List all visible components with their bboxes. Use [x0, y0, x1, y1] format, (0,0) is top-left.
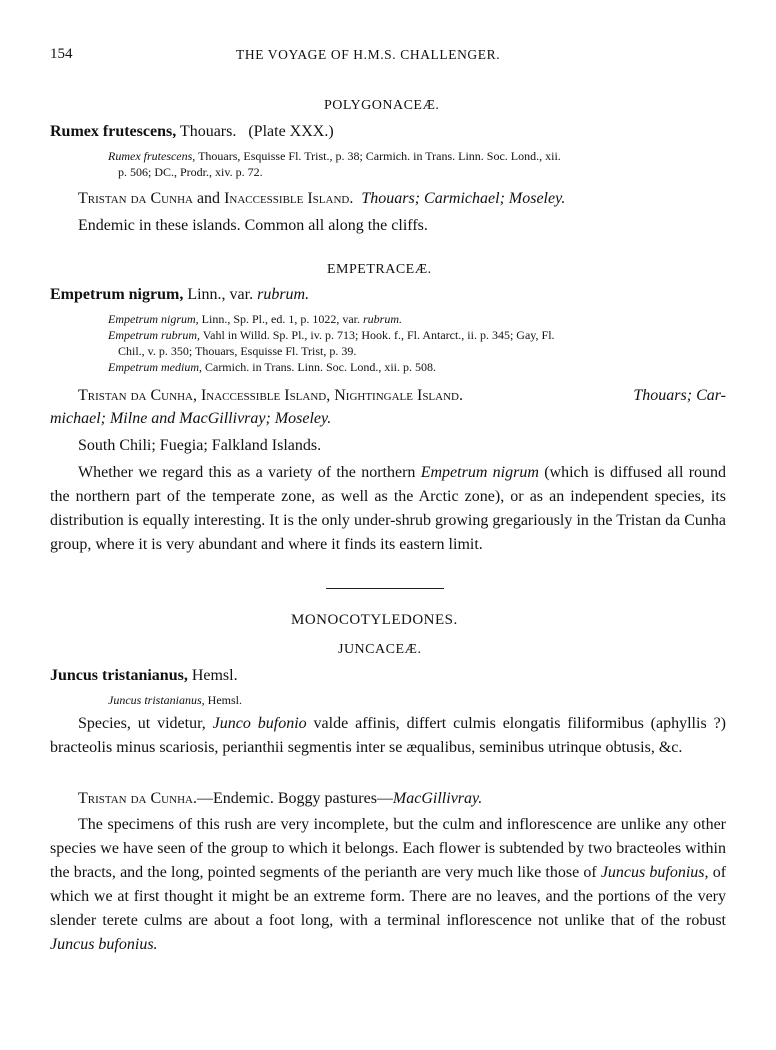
species-author: Thouars. [176, 123, 237, 140]
synonym-line [108, 148, 728, 164]
locality-collectors-continued: michael; Milne and MacGillivray; Moseley. [50, 410, 332, 427]
family-heading-polygonaceae: POLYGONACEÆ. [324, 98, 440, 113]
synonym-citation: Vahl in Willd. Sp. Pl., iv. p. 713; Hook. f., Fl. Antarct., ii. p. 345; Gay, Fl. [200, 328, 555, 342]
synonymy-empetrum [108, 311, 728, 375]
synonym-line [108, 359, 728, 375]
locality-empetrum [78, 387, 726, 405]
synonym-line [108, 327, 728, 343]
locality-place: Inaccessible Island. [224, 190, 354, 207]
discussion-text: (which is diffused all round the northern part of the temperate zone, as well as the Arctic zone), or as an independent species, its distribution is equally interesting. It is the only under-shrub growing gregariously in the Tristan da Cunha group, where it is very abundant and where it finds its eastern limit. [50, 464, 727, 553]
page-number: 154 [50, 46, 73, 62]
synonym-line-continued: p. 506; DC., Prodr., xiv. p. 72. [118, 165, 263, 179]
locality-collector: MacGillivray. [392, 790, 483, 807]
synonym-citation: Carmich. in Trans. Linn. Soc. Lond., xii. p. 508. [201, 360, 436, 374]
discussion-text: The specimens of this rush are very incomplete, but the culm and inflorescence are unlike any other species we have seen of the group to which it belongs. Each flower is subtended by two bracteoles within the bracts, and the long, pointed segments of the perianth are very much like those of [50, 816, 726, 881]
locality-collectors: Thouars; Carmichael; Moseley. [361, 190, 566, 207]
species-name: Empetrum nigrum, [50, 286, 184, 303]
locality-place: Tristan da Cunha. [78, 790, 197, 807]
family-heading-empetraceae: EMPETRACEÆ. [327, 262, 432, 277]
locality-empetrum-continued [50, 410, 331, 428]
synonym-name: Empetrum nigrum, [108, 312, 199, 326]
species-variety: rubrum. [253, 286, 310, 303]
running-title: THE VOYAGE OF H.M.S. CHALLENGER. [236, 47, 501, 62]
latin-diagnosis-juncus [50, 712, 726, 760]
synonym-citation: Thouars, Esquisse Fl. Trist., p. 38; Carmich. in Trans. Linn. Soc. Lond., xii. [195, 149, 561, 163]
synonymy-juncus [108, 692, 242, 708]
synonym-citation: Hemsl. [204, 693, 243, 707]
synonym-citation: Linn., Sp. Pl., ed. 1, p. 1022, var. [198, 312, 361, 326]
discussion-taxon: Empetrum nigrum [420, 464, 539, 481]
plate-reference: (Plate XXX.) [248, 123, 334, 140]
species-author: Hemsl. [187, 667, 238, 684]
diagnosis-taxon: Junco bufonio [212, 715, 307, 732]
synonym-name: Rumex frutescens, [108, 149, 196, 163]
locality-connector: and [192, 190, 225, 207]
locality-habitat: —Endemic. Boggy pastures— [196, 790, 393, 807]
synonym-name: Empetrum medium, [108, 360, 202, 374]
discussion-text: Whether we regard this as a variety of the northern [78, 464, 421, 481]
synonym-name: Empetrum rubrum, [108, 328, 200, 342]
note-rumex: Endemic in these islands. Common all along the cliffs. [78, 217, 428, 234]
locality-places: Tristan da Cunha, Inaccessible Island, Nightingale Island. [78, 387, 463, 404]
diagnosis-text: Species, ut videtur, [78, 715, 213, 732]
species-heading-rumex [50, 123, 334, 141]
synonym-variety: rubrum. [360, 312, 403, 326]
discussion-taxon: Juncus bufonius, [600, 864, 709, 881]
locality-juncus [78, 790, 482, 808]
discussion-taxon: Juncus bufonius. [50, 936, 158, 953]
synonym-line [108, 311, 728, 327]
species-name: Juncus tristanianus, [50, 667, 188, 684]
section-divider [326, 588, 444, 589]
discussion-juncus [50, 813, 726, 957]
species-author: Linn., var. [183, 286, 254, 303]
locality-collectors: Thouars; Car- [633, 387, 726, 404]
species-heading-empetrum [50, 286, 309, 304]
synonymy-rumex [108, 148, 728, 180]
species-heading-juncus [50, 667, 238, 685]
class-heading-monocotyledones: MONOCOTYLEDONES. [291, 612, 458, 628]
synonym-name: Juncus tristanianus, [108, 693, 205, 707]
discussion-text: of which we at first thought it might be an extreme form. There are no leaves, and the portions of the very slender terete culms are about a foot long, with a terminal inflorescence not unlike that of the robust [50, 864, 727, 929]
locality-rumex [78, 190, 565, 208]
discussion-empetrum [50, 461, 726, 557]
synonym-line-continued: Chil., v. p. 350; Thouars, Esquisse Fl. Trist, p. 39. [118, 344, 357, 358]
range-empetrum: South Chili; Fuegia; Falkland Islands. [78, 437, 322, 454]
diagnosis-text: valde affinis, differt culmis elongatis filiformibus (aphyllis ?) bracteolis minus scariosis, perianthii segmentis inter se æqualibus, seminibus utrinque obtusis, &c. [50, 715, 726, 756]
locality-place: Tristan da Cunha [78, 190, 193, 207]
species-name: Rumex frutescens, [50, 123, 177, 140]
family-heading-juncaceae: JUNCACEÆ. [338, 642, 422, 657]
